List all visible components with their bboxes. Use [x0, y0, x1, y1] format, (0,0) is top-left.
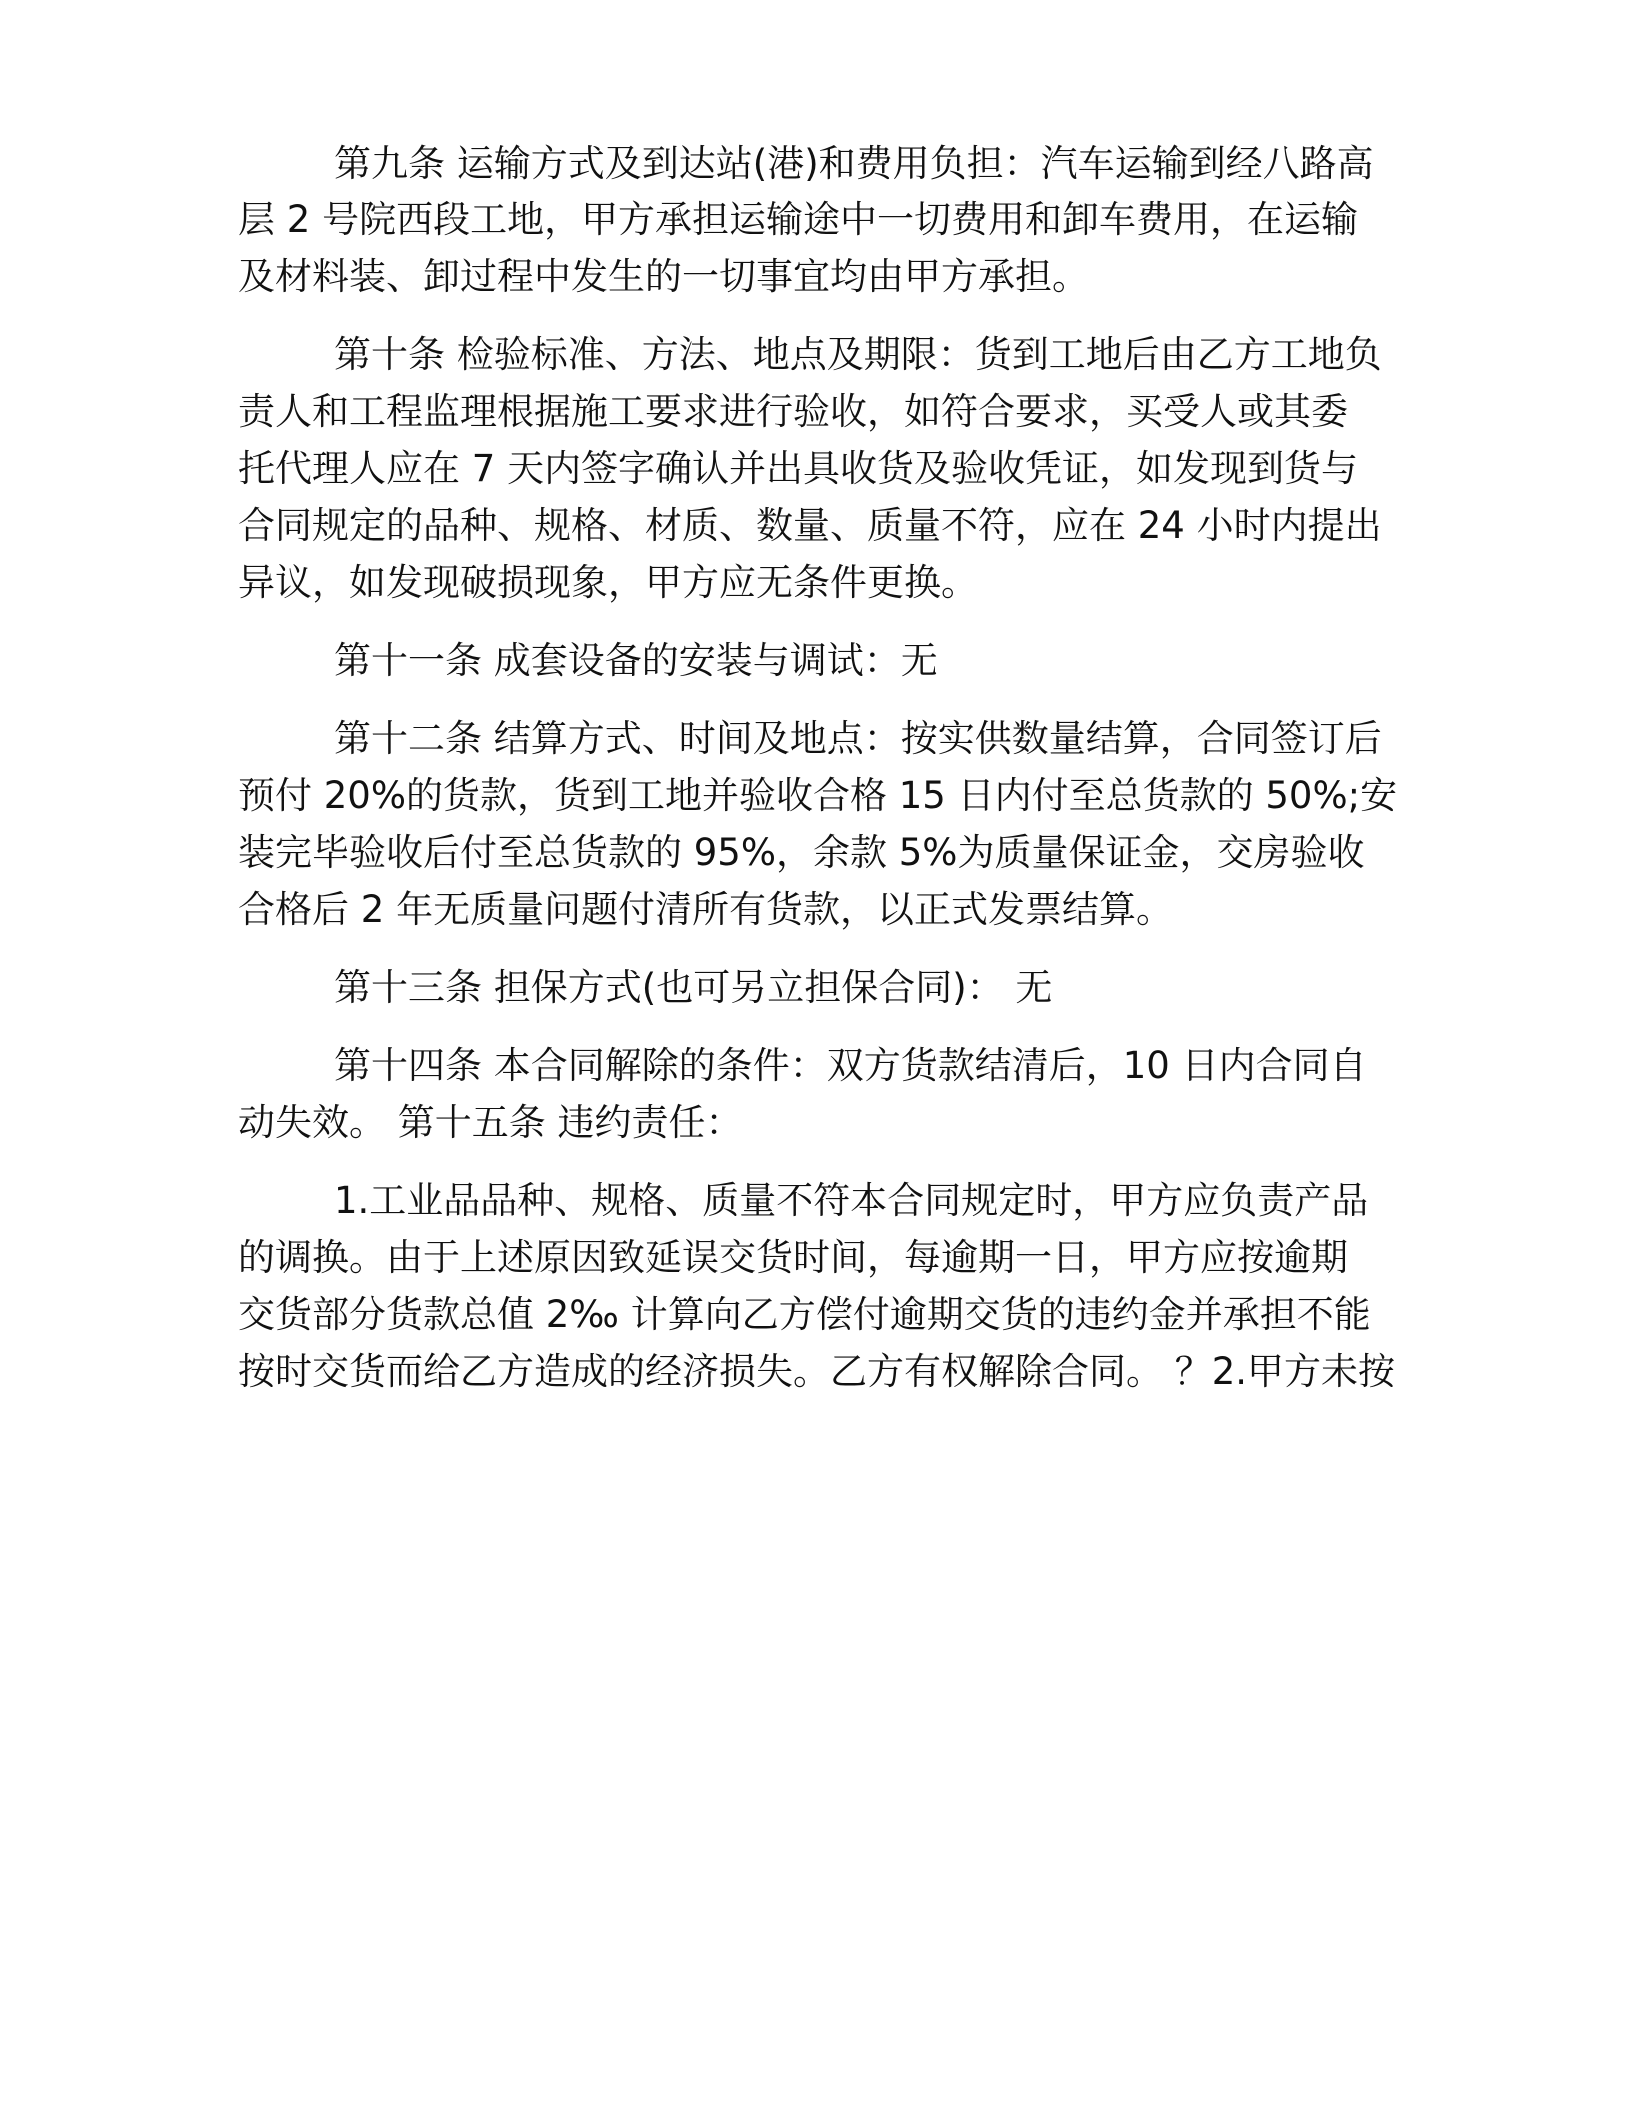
clause-12-line-1: 第十二条 结算方式、时间及地点：按实供数量结算，合同签订后: [334, 717, 1382, 760]
clause-9-line-2: 层 2 号院西段工地，甲方承担运输途中一切费用和卸车费用，在运输: [238, 198, 1359, 241]
clause-12-line-2: 预付 20%的货款，货到工地并验收合格 15 日内付至总货款的 50%;安: [238, 774, 1398, 817]
clause-13-line-1: 第十三条 担保方式(也可另立担保合同)： 无: [334, 966, 1053, 1009]
clause-9-line-3: 及材料装、卸过程中发生的一切事宜均由甲方承担。: [238, 255, 1089, 298]
clause-12-line-3: 装完毕验收后付至总货款的 95%，余款 5%为质量保证金，交房验收: [238, 831, 1365, 874]
clause-15-item-1-line-1: 1.工业品品种、规格、质量不符本合同规定时，甲方应负责产品: [334, 1179, 1369, 1222]
clause-11-line-1: 第十一条 成套设备的安装与调试：无: [334, 639, 938, 682]
clause-15-item-1-line-2: 的调换。由于上述原因致延误交货时间，每逾期一日，甲方应按逾期: [238, 1236, 1348, 1279]
clause-10-line-5: 异议，如发现破损现象，甲方应无条件更换。: [238, 561, 978, 604]
clause-10-line-3: 托代理人应在 7 天内签字确认并出具收货及验收凭证，如发现到货与: [238, 447, 1359, 490]
clause-15-item-1-line-3: 交货部分货款总值 2‰ 计算向乙方偿付逾期交货的违约金并承担不能: [238, 1293, 1371, 1336]
clause-9-line-1: 第九条 运输方式及到达站(港)和费用负担：汽车运输到经八路高: [334, 142, 1374, 185]
clause-14-line-1: 第十四条 本合同解除的条件：双方货款结清后，10 日内合同自: [334, 1044, 1367, 1087]
clause-12-line-4: 合格后 2 年无质量问题付清所有货款，以正式发票结算。: [238, 888, 1174, 931]
clause-10-line-2: 责人和工程监理根据施工要求进行验收，如符合要求，买受人或其委: [238, 390, 1348, 433]
clause-10-line-1: 第十条 检验标准、方法、地点及期限：货到工地后由乙方工地负: [334, 333, 1382, 376]
clause-14-line-2: 动失效。 第十五条 违约责任：: [238, 1101, 743, 1144]
clause-15-item-1-line-4: 按时交货而给乙方造成的经济损失。乙方有权解除合同。 ？2.甲方未按: [238, 1350, 1396, 1393]
clause-10-line-4: 合同规定的品种、规格、材质、数量、质量不符，应在 24 小时内提出: [238, 504, 1382, 547]
